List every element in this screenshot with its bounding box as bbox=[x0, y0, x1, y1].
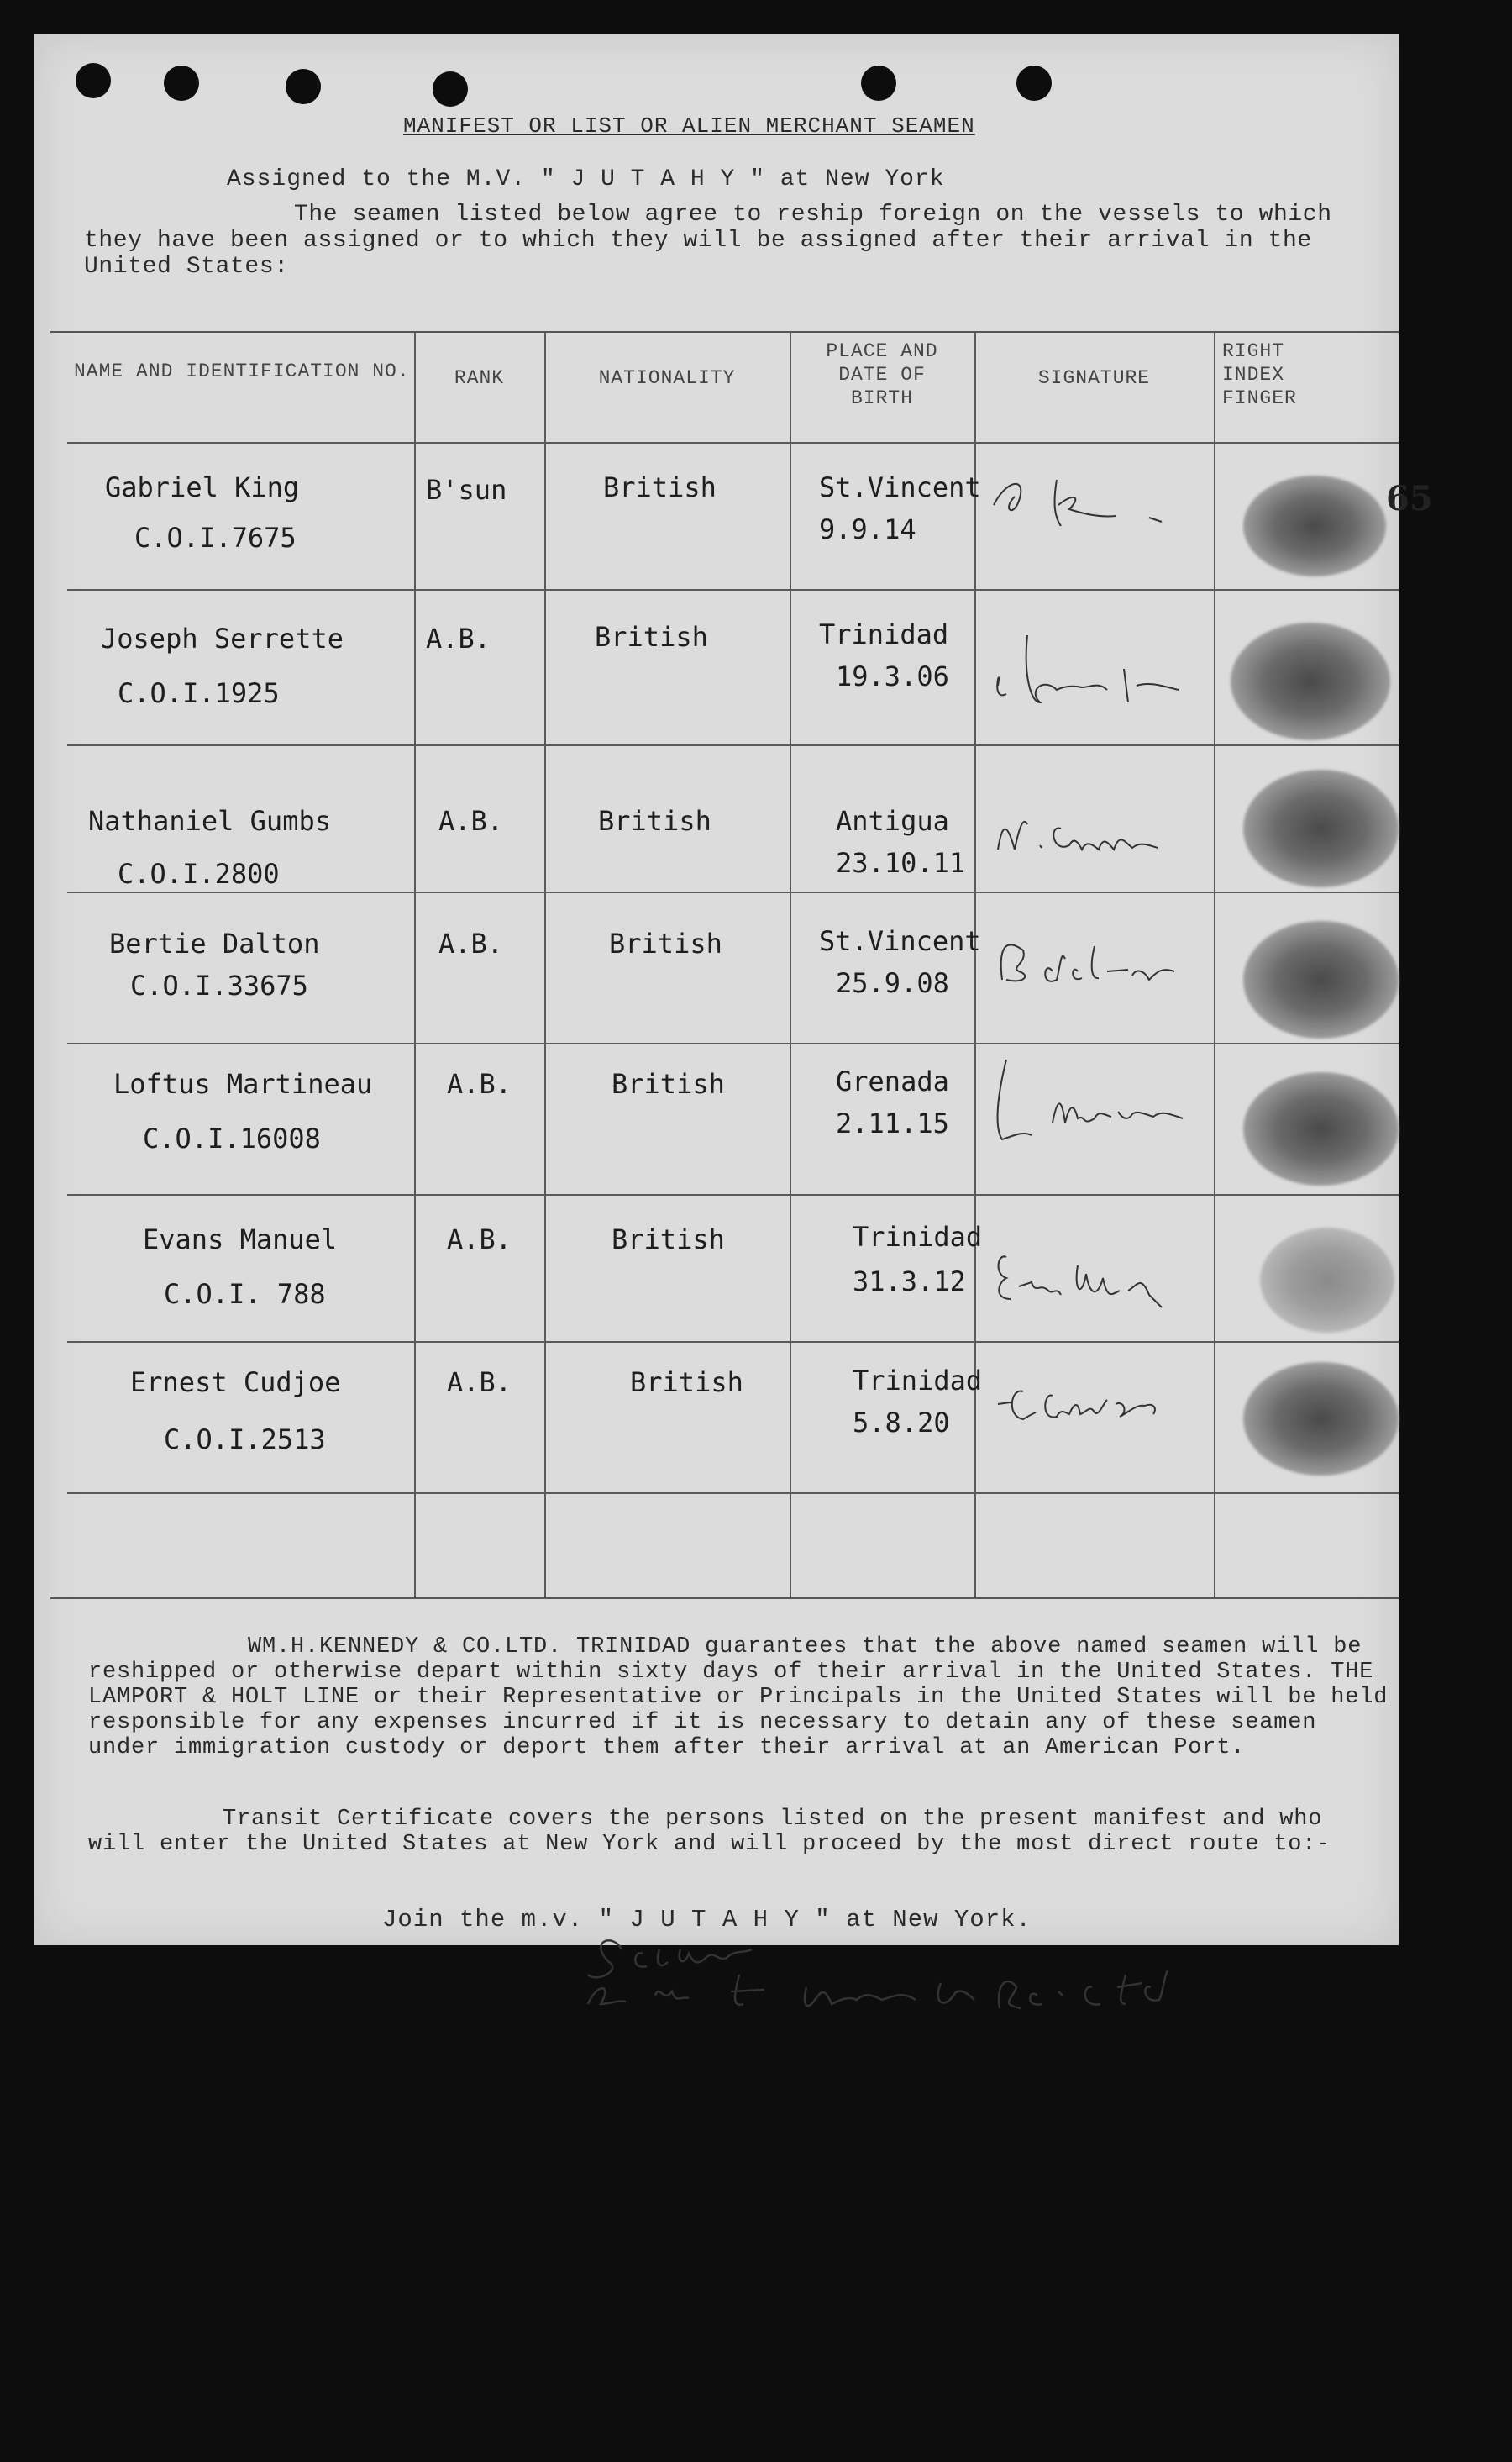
row-divider bbox=[67, 1341, 1399, 1343]
column-header-signature: SIGNATURE bbox=[1037, 367, 1151, 389]
row-divider bbox=[67, 744, 1399, 746]
birth-date: 5.8.20 bbox=[853, 1407, 950, 1439]
punch-hole bbox=[1016, 66, 1052, 101]
punch-hole bbox=[76, 63, 111, 98]
seaman-name: Gabriel King bbox=[105, 471, 300, 503]
seaman-id: C.O.I.33675 bbox=[130, 970, 308, 1002]
birth-place: St.Vincent bbox=[819, 471, 981, 503]
seaman-name: Joseph Serrette bbox=[101, 623, 344, 655]
seaman-id: C.O.I. 788 bbox=[164, 1278, 326, 1310]
fingerprint-image bbox=[1243, 1072, 1399, 1186]
fingerprint-image bbox=[1260, 1228, 1394, 1333]
seamen-table bbox=[50, 331, 1399, 1599]
column-header-nationality: NATIONALITY bbox=[598, 367, 736, 389]
birth-date: 19.3.06 bbox=[836, 660, 949, 692]
birth-place: Trinidad bbox=[853, 1221, 983, 1253]
manifest-page bbox=[34, 34, 1433, 1945]
seaman-nationality: British bbox=[612, 1068, 725, 1100]
seaman-id: C.O.I.16008 bbox=[143, 1123, 321, 1155]
column-divider bbox=[414, 333, 416, 1597]
seaman-name: Evans Manuel bbox=[143, 1223, 338, 1255]
signature-image bbox=[981, 913, 1216, 1005]
column-header-finger: RIGHT INDEX FINGER bbox=[1222, 340, 1297, 409]
birth-date: 31.3.12 bbox=[853, 1265, 966, 1297]
seaman-rank: A.B. bbox=[447, 1366, 512, 1398]
signature-image bbox=[981, 1215, 1216, 1333]
row-divider bbox=[67, 1194, 1399, 1196]
seaman-name: Ernest Cudjoe bbox=[130, 1366, 341, 1398]
fingerprint-image bbox=[1243, 476, 1386, 576]
fingerprint-image bbox=[1243, 770, 1399, 887]
seaman-nationality: British bbox=[609, 928, 722, 960]
seaman-id: C.O.I.2513 bbox=[164, 1423, 326, 1455]
join-instruction: Join the m.v. " J U T A H Y " at New York. bbox=[382, 1906, 1032, 1933]
manifest-title: MANIFEST OR LIST OR ALIEN MERCHANT SEAMEN bbox=[403, 113, 975, 139]
column-divider bbox=[790, 333, 791, 1597]
signature-image bbox=[981, 1354, 1216, 1446]
row-divider bbox=[67, 589, 1399, 591]
punch-hole bbox=[433, 71, 468, 107]
agent-signature bbox=[563, 1924, 1235, 2025]
birth-date: 23.10.11 bbox=[836, 847, 966, 879]
column-header-rank: RANK bbox=[454, 367, 505, 389]
birth-date: 9.9.14 bbox=[819, 513, 916, 545]
seaman-nationality: British bbox=[598, 805, 711, 837]
punch-hole bbox=[861, 66, 896, 101]
seaman-rank: A.B. bbox=[426, 623, 491, 655]
birth-date: 2.11.15 bbox=[836, 1107, 949, 1139]
seaman-rank: A.B. bbox=[447, 1068, 512, 1100]
seaman-rank: B'sun bbox=[426, 474, 507, 506]
seaman-nationality: British bbox=[612, 1223, 725, 1255]
birth-place: Grenada bbox=[836, 1065, 949, 1097]
seaman-nationality: British bbox=[603, 471, 717, 503]
birth-place: Trinidad bbox=[853, 1365, 983, 1397]
row-divider bbox=[67, 1492, 1399, 1494]
column-header-birth: PLACE AND DATE OF BIRTH bbox=[826, 340, 938, 409]
seaman-nationality: British bbox=[595, 621, 708, 653]
transit-text: Transit Certificate covers the persons listed on the present manifest and who will enter the United States at New York and will proceed by the most direct route to:- bbox=[88, 1807, 1331, 1857]
punch-hole bbox=[164, 66, 199, 101]
birth-place: Antigua bbox=[836, 805, 949, 837]
birth-place: Trinidad bbox=[819, 618, 949, 650]
seaman-rank: A.B. bbox=[438, 805, 504, 837]
intro-text: The seamen listed below agree to reship foreign on the vessels to which they have been assigned or to which they will be assigned after their arrival in the United States: bbox=[84, 202, 1332, 280]
fingerprint-image bbox=[1243, 1362, 1399, 1476]
seaman-id: C.O.I.1925 bbox=[118, 677, 280, 709]
signature-image bbox=[981, 782, 1216, 875]
signature-image bbox=[981, 610, 1216, 728]
seaman-rank: A.B. bbox=[438, 928, 504, 960]
row-divider bbox=[67, 442, 1399, 444]
fingerprint-image bbox=[1243, 921, 1399, 1039]
punch-hole bbox=[286, 69, 321, 104]
birth-place: St.Vincent bbox=[819, 925, 981, 957]
guarantee-text: WM.H.KENNEDY & CO.LTD. TRINIDAD guarantees that the above named seamen will be reshipped or otherwise depart within sixty days of their arrival in the United States. THE LAMPORT & HOLT LINE or their Representative or Principals in the United States will be held responsible for any expenses incurred if it is necessary to detain any of these seamen under immigration custody or deport them after their arrival at an American Port. bbox=[88, 1634, 1389, 1760]
row-divider bbox=[67, 892, 1399, 893]
seaman-name: Bertie Dalton bbox=[109, 928, 320, 960]
seaman-name: Loftus Martineau bbox=[113, 1068, 373, 1100]
birth-date: 25.9.08 bbox=[836, 967, 949, 999]
signature-image bbox=[981, 459, 1216, 551]
seaman-name: Nathaniel Gumbs bbox=[88, 805, 331, 837]
assigned-vessel: Assigned to the M.V. " J U T A H Y " at New York bbox=[227, 166, 945, 192]
seaman-rank: A.B. bbox=[447, 1223, 512, 1255]
seaman-id: C.O.I.7675 bbox=[134, 522, 297, 554]
fingerprint-image bbox=[1231, 623, 1390, 740]
column-divider bbox=[974, 333, 976, 1597]
column-divider bbox=[544, 333, 546, 1597]
seaman-nationality: British bbox=[630, 1366, 743, 1398]
signature-image bbox=[981, 1043, 1216, 1152]
page-number: 65 bbox=[1386, 479, 1433, 518]
column-header-name: NAME AND IDENTIFICATION NO. bbox=[74, 360, 410, 382]
seaman-id: C.O.I.2800 bbox=[118, 858, 280, 890]
